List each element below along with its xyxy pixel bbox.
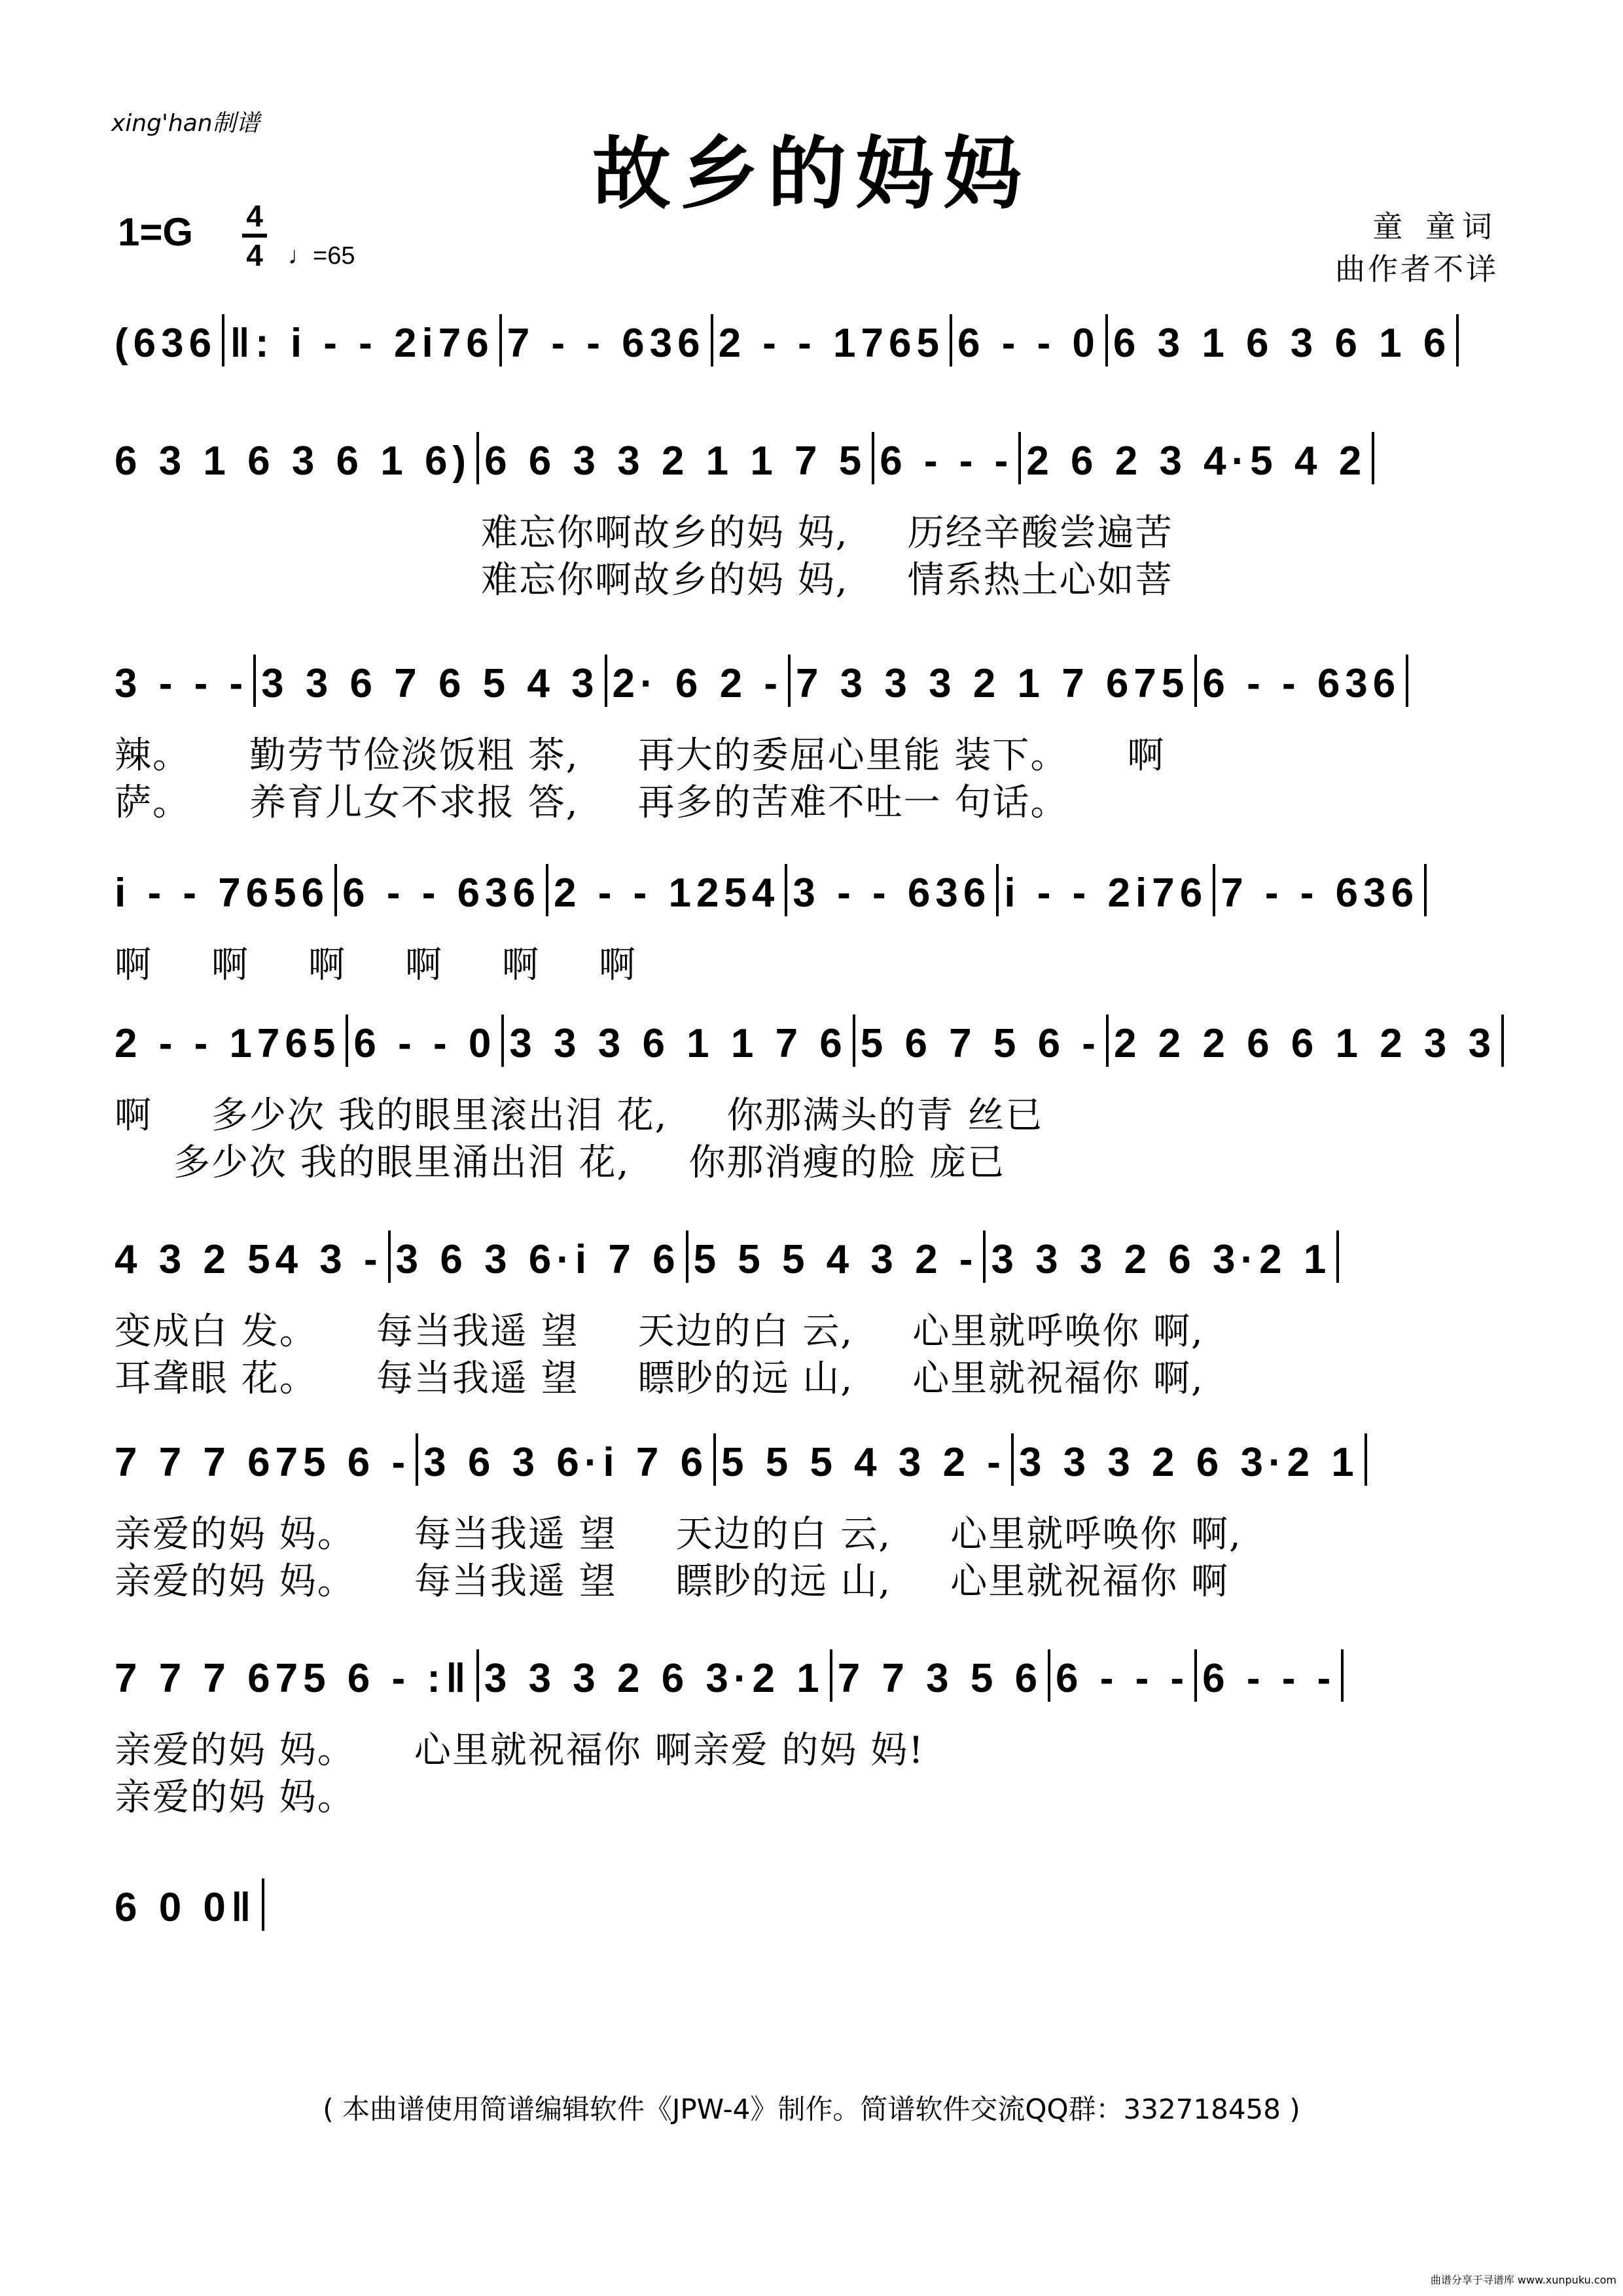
measure: i - - 7656 xyxy=(115,870,330,916)
measure: 2 2 2 6 6 1 2 3 3 xyxy=(1113,1021,1497,1066)
lyric-phrase: 心里就祝福你 啊亲爱 的妈 妈! xyxy=(414,1729,925,1772)
bar-line xyxy=(853,1014,855,1067)
lyrics-row xyxy=(115,936,1515,988)
bar-line xyxy=(476,1649,479,1702)
lyric-phrase: 难忘你啊故乡的妈 妈, xyxy=(481,512,849,554)
measure: ‖: i - - 2i76 xyxy=(230,321,494,366)
measure: 6 6 3 3 2 1 1 7 5 xyxy=(484,439,867,484)
lyric-phrase: 瞟眇的远 山, xyxy=(637,1357,854,1400)
lyric-phrase: 情系热土心如菩 xyxy=(907,559,1173,601)
lyrics-row xyxy=(115,1768,1515,1821)
lyrics-row xyxy=(115,1302,1515,1355)
measure: 6 - - 636 xyxy=(342,870,541,916)
meter-bottom: 4 xyxy=(246,238,263,272)
bar-line xyxy=(1194,1649,1197,1702)
lyric-phrase: 勤劳节俭淡饭粗 茶, xyxy=(249,734,579,777)
lyric-phrase: 每当我遥 望 xyxy=(414,1513,617,1556)
footer-note: ( 本曲谱使用简谱编辑软件《JPW-4》制作。简谱软件交流QQ群：332718458 ) xyxy=(323,2093,1300,2125)
bar-line xyxy=(1336,1230,1339,1283)
measure: 3 6 3 6·i 7 6 xyxy=(423,1440,709,1485)
lyrics-row xyxy=(115,1086,1515,1139)
lyric-phrase: 心里就呼唤你 啊, xyxy=(912,1310,1204,1353)
lyric-phrase: 难忘你啊故乡的妈 妈, xyxy=(481,559,849,601)
measure: 6 - - 636 xyxy=(1202,661,1401,706)
measure: 6 - - 0 xyxy=(957,321,1100,366)
lyric-phrase: 亲爱的妈 妈。 xyxy=(115,1513,355,1556)
bar-line xyxy=(1011,1433,1014,1486)
measure: 7 3 3 3 2 1 7 675 xyxy=(795,661,1190,706)
meter-top: 4 xyxy=(246,199,263,233)
measure: 5 5 5 4 3 2 - xyxy=(721,1440,1006,1485)
lyric-phrase: 心里就呼唤你 啊, xyxy=(950,1513,1242,1556)
key-signature: 1=G xyxy=(118,210,194,254)
notes-row xyxy=(115,1014,1515,1067)
lyric-phrase: 你那消瘦的脸 庞已 xyxy=(688,1141,1006,1184)
lyrics-row xyxy=(481,504,1623,556)
measure: 7 7 7 675 6 - xyxy=(115,1440,411,1485)
lyrics-row xyxy=(115,1134,1515,1186)
measure: 5 6 7 5 6 - xyxy=(860,1021,1101,1066)
lyric-phrase: 啊 xyxy=(599,944,637,986)
composer-credit: 曲作者不详 xyxy=(1335,251,1499,287)
bar-line xyxy=(499,314,502,367)
bar-line xyxy=(1213,864,1215,916)
lyric-phrase: 亲爱的妈 妈。 xyxy=(115,1560,355,1603)
measure: 2 6 2 3 4·5 4 2 xyxy=(1026,439,1367,484)
measure: 6 - - 0 xyxy=(353,1021,497,1066)
lyric-phrase: 变成白 发。 xyxy=(115,1310,317,1353)
bar-line xyxy=(1341,1649,1344,1702)
lyrics-row xyxy=(115,1552,1515,1605)
lyric-phrase: 心里就祝福你 啊 xyxy=(950,1560,1230,1603)
bar-line xyxy=(605,655,607,707)
bar-line xyxy=(1106,1014,1109,1067)
lyric-phrase: 瞟眇的远 山, xyxy=(675,1560,892,1603)
meter-line xyxy=(242,234,267,238)
lyric-phrase: 啊 xyxy=(211,944,249,986)
measure: 2 - - 1765 xyxy=(718,321,944,366)
bar-line xyxy=(1048,1649,1050,1702)
measure: 2· 6 2 - xyxy=(612,661,783,706)
lyric-phrase: 耳聋眼 花。 xyxy=(115,1357,317,1400)
song-title: 故乡的妈妈 xyxy=(592,128,1031,220)
bar-line xyxy=(346,1014,348,1067)
lyric-phrase: 啊 xyxy=(115,944,152,986)
bar-line xyxy=(334,864,337,916)
lyric-phrase: 亲爱的妈 妈。 xyxy=(115,1776,355,1819)
bar-line xyxy=(501,1014,504,1067)
bar-line xyxy=(1105,314,1108,367)
lyrics-row xyxy=(115,774,1515,826)
measure: 2 - - 1765 xyxy=(115,1021,341,1066)
bar-line xyxy=(416,1433,418,1486)
notes-row xyxy=(115,655,1515,707)
bar-line xyxy=(785,864,787,916)
measure: 6 - - - xyxy=(880,439,1014,484)
lyric-phrase: 天边的白 云, xyxy=(637,1310,854,1353)
measure: 2 - - 1254 xyxy=(554,870,780,916)
lyric-phrase: 啊 xyxy=(115,1094,152,1137)
lyric-phrase: 啊 xyxy=(405,944,443,986)
bar-line xyxy=(1406,655,1408,707)
bar-line xyxy=(253,655,256,707)
bar-line xyxy=(1018,432,1021,484)
measure: 3 3 6 7 6 5 4 3 xyxy=(261,661,599,706)
bar-line xyxy=(388,1230,391,1283)
lyric-phrase: 你那满头的青 丝已 xyxy=(726,1094,1044,1137)
bar-line xyxy=(996,864,999,916)
lyrics-row xyxy=(115,1721,1515,1774)
lyrics-row xyxy=(481,551,1623,603)
lyric-phrase: 历经辛酸尝遍苦 xyxy=(907,512,1173,554)
notes-row xyxy=(115,864,1515,916)
notes-row xyxy=(115,1878,1515,1931)
measure: 6 3 1 6 3 6 1 6) xyxy=(115,439,472,484)
measure: 7 7 7 675 6 - :‖ xyxy=(115,1656,471,1701)
bar-line xyxy=(262,1878,264,1931)
notes-row xyxy=(115,1649,1515,1702)
measure: 3 3 3 2 6 3·2 1 xyxy=(1018,1440,1359,1485)
bar-line xyxy=(950,314,952,367)
bar-line xyxy=(1456,314,1459,367)
measure: (636 xyxy=(115,321,217,366)
bar-line xyxy=(872,432,874,484)
lyric-phrase: 每当我遥 望 xyxy=(414,1560,617,1603)
lyric-phrase: 每当我遥 望 xyxy=(376,1310,579,1353)
bar-line xyxy=(222,314,224,367)
measure: 7 - - 636 xyxy=(1221,870,1419,916)
time-signature xyxy=(242,200,267,272)
lyric-phrase: 萨。 xyxy=(115,781,190,824)
measure: 3 - - 636 xyxy=(793,870,991,916)
lyric-phrase: 啊 xyxy=(1127,734,1166,777)
lyric-phrase: 啊 xyxy=(308,944,346,986)
measure: 3 3 3 2 6 3·2 1 xyxy=(484,1656,825,1701)
bar-line xyxy=(476,432,479,484)
maker-credit: xing'han制谱 xyxy=(111,110,260,137)
notes-row xyxy=(115,1433,1515,1486)
lyric-phrase: 再大的委屈心里能 装下。 xyxy=(637,734,1069,777)
measure: 3 3 3 6 1 1 7 6 xyxy=(509,1021,847,1066)
lyric-phrase: 辣。 xyxy=(115,734,190,777)
lyric-phrase: 每当我遥 望 xyxy=(376,1357,579,1400)
tempo-marking: ♩=65 xyxy=(288,242,355,270)
bar-line xyxy=(1364,1433,1367,1486)
lyrics-row xyxy=(115,1350,1515,1402)
bar-line xyxy=(1501,1014,1504,1067)
bar-line xyxy=(983,1230,986,1283)
measure: 6 - - - xyxy=(1056,1656,1190,1701)
measure: 3 6 3 6·i 7 6 xyxy=(395,1237,681,1282)
site-watermark: 曲谱分享于寻谱库 www.xunpuku.com xyxy=(1430,2274,1616,2286)
lyric-phrase: 多少次 我的眼里滚出泪 花, xyxy=(211,1094,668,1137)
lyric-phrase: 啊 xyxy=(502,944,540,986)
lyric-phrase: 亲爱的妈 妈。 xyxy=(115,1729,355,1772)
lyrics-row xyxy=(115,1505,1515,1558)
lyric-phrase: 天边的白 云, xyxy=(675,1513,892,1556)
lyrics-row xyxy=(115,726,1515,779)
bar-line xyxy=(686,1230,688,1283)
notes-row xyxy=(115,1230,1515,1283)
bar-line xyxy=(1424,864,1427,916)
bar-line xyxy=(546,864,548,916)
measure: 6 0 0‖ xyxy=(115,1885,257,1930)
notes-row xyxy=(115,314,1515,367)
lyric-phrase: 心里就祝福你 啊, xyxy=(912,1357,1204,1400)
lyricist-credit: 童 童词 xyxy=(1372,209,1499,244)
lyric-phrase: 养育儿女不求报 答, xyxy=(249,781,579,824)
notes-row xyxy=(115,432,1515,484)
measure: 3 3 3 2 6 3·2 1 xyxy=(991,1237,1332,1282)
bar-line xyxy=(1194,655,1197,707)
bar-line xyxy=(830,1649,832,1702)
measure: 3 - - - xyxy=(115,661,249,706)
bar-line xyxy=(713,1433,716,1486)
measure: 5 5 5 4 3 2 - xyxy=(693,1237,978,1282)
measure: 4 3 2 54 3 - xyxy=(115,1237,383,1282)
measure: 6 3 1 6 3 6 1 6 xyxy=(1113,321,1452,366)
bar-line xyxy=(711,314,713,367)
measure: 7 - - 636 xyxy=(507,321,705,366)
measure: 7 7 3 5 6 xyxy=(837,1656,1043,1701)
measure: 6 - - - xyxy=(1202,1656,1336,1701)
measure: i - - 2i76 xyxy=(1004,870,1208,916)
lyric-phrase: 多少次 我的眼里涌出泪 花, xyxy=(173,1141,630,1184)
bar-line xyxy=(1372,432,1374,484)
bar-line xyxy=(788,655,791,707)
lyric-phrase: 再多的苦难不吐一 句话。 xyxy=(637,781,1069,824)
